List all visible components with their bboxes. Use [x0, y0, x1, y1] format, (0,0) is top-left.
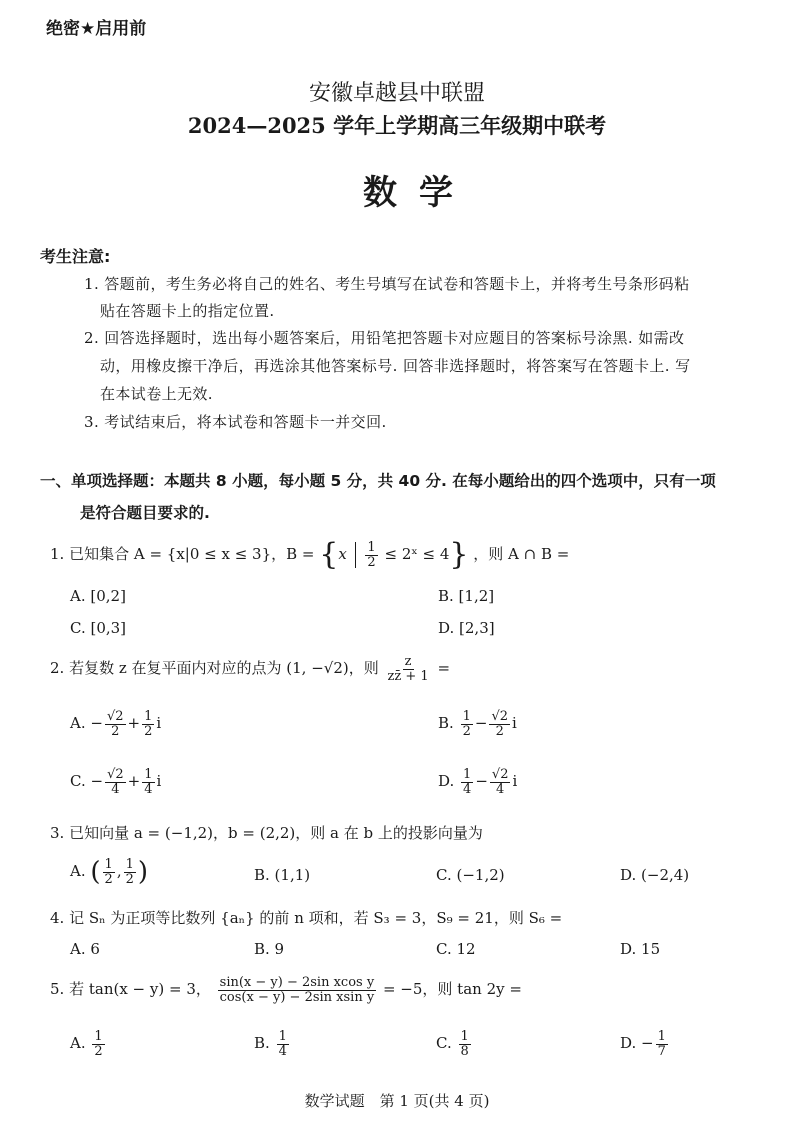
question-5-option-b: B. $\frac{1}{4}$	[254, 1029, 287, 1059]
question-5-option-a: A. $\frac{1}{2}$	[70, 1029, 103, 1059]
question-1-option-d: D. [2,3]	[438, 619, 495, 637]
exponential-inequality: ≤ 2ˣ ≤ 4	[384, 545, 450, 563]
question-4-option-d: D. 15	[620, 940, 661, 958]
set-condition-bar	[355, 542, 356, 568]
question-3-option-c: C. (−1,2)	[436, 866, 505, 884]
left-brace-symbol: {	[319, 537, 339, 572]
question-1-option-b: B. [1,2]	[438, 587, 495, 605]
exam-title: 2024—2025 学年上学期高三年级期中联考	[187, 113, 607, 138]
question-1-stem	[50, 537, 570, 572]
notice-item-1-line-1: 1. 答题前，考生务必将自己的姓名、考生号填写在试卷和答题卡上，并将考生号条形码粘	[84, 275, 690, 293]
question-1-option-c: C. [0,3]	[70, 619, 127, 637]
notice-item-2-line-2: 动，用橡皮擦干净后，再选涂其他答案标号. 回答非选择题时，将答案写在答题卡上. 写	[100, 357, 691, 375]
question-4-option-b: B. 9	[254, 940, 285, 958]
question-4-option-c: C. 12	[436, 940, 476, 958]
question-2-option-d: D. $\frac{1}{4}$ − $\frac{√2}{4}$ i	[438, 767, 518, 797]
notice-item-2-line-1: 2. 回答选择题时，选出每小题答案后，用铅笔把答题卡对应题目的答案标号涂黑. 如需改	[84, 329, 685, 347]
confidential-mark: 绝密★启用前	[46, 19, 147, 39]
question-4-option-a: A. 6	[70, 940, 100, 958]
section-one-heading-line-2: 是符合题目要求的.	[80, 504, 210, 522]
question-5-stem	[50, 976, 522, 1004]
question-3-option-a: A. ( $\frac{1}{2}$ , $\frac{1}{2}$ )	[70, 857, 149, 888]
question-1-tail: ，则 A ∩ B =	[473, 545, 570, 563]
page-footer: 数学试题 第 1 页(共 4 页)	[304, 1092, 490, 1110]
notice-item-3-line-1: 3. 考试结束后，将本试卷和答题卡一并交回.	[84, 413, 387, 431]
question-2-fraction: $\frac{z}{zz̄ + 1}$	[387, 654, 429, 684]
half-fraction: $\frac{1}{2}$	[367, 539, 376, 570]
question-5-option-c: C. $\frac{1}{8}$	[436, 1029, 469, 1059]
question-3-stem: 3. 已知向量 a = (−1,2)，b = (2,2)，则 a 在 b 上的投影向量为	[50, 824, 483, 842]
question-3-option-b: B. (1,1)	[254, 866, 311, 884]
question-2-lead: 2. 若复数 z 在复平面内对应的点为 (1, −√2)，则	[50, 659, 379, 678]
notice-item-2-line-3: 在本试卷上无效.	[100, 385, 213, 403]
question-2-option-c: C. − $\frac{√2}{4}$ + $\frac{1}{4}$ i	[70, 767, 162, 797]
set-variable: x	[338, 545, 347, 563]
notice-title: 考生注意:	[40, 247, 111, 266]
section-one-heading-line-1: 一、单项选择题：本题共 8 小题，每小题 5 分，共 40 分. 在每小题给出的四个选项中，只有一项	[40, 472, 716, 490]
question-2-tail: =	[437, 659, 451, 678]
question-5-lead: 5. 若 tan(x − y) = 3，	[50, 980, 211, 999]
question-3-option-d: D. (−2,4)	[620, 866, 690, 884]
question-5-tail: = −5，则 tan 2y =	[382, 980, 522, 999]
subject-title: 数学	[363, 173, 475, 213]
question-2-stem	[50, 655, 450, 683]
question-5-option-d: D. − $\frac{1}{7}$	[620, 1029, 666, 1059]
question-2-option-b: B. $\frac{1}{2}$ − $\frac{√2}{2}$ i	[438, 709, 517, 739]
school-alliance-title: 安徽卓越县中联盟	[308, 81, 485, 106]
question-5-fraction: $\frac{\text{sin(x − y) − 2sin xcos y}}{\text{cos(x − y) − 2sin xsin y}}$	[219, 975, 375, 1005]
right-brace-symbol: }	[449, 537, 469, 572]
question-1-option-a: A. [0,2]	[70, 587, 126, 605]
question-2-option-a: A. − $\frac{√2}{2}$ + $\frac{1}{2}$ i	[70, 709, 162, 739]
question-4-stem: 4. 记 Sₙ 为正项等比数列 {aₙ} 的前 n 项和，若 S₃ = 3，S₉ = 21，则 S₆ =	[50, 909, 563, 927]
notice-item-1-line-2: 贴在答题卡上的指定位置.	[100, 302, 275, 320]
question-1-lead: 1. 已知集合 A = {x|0 ≤ x ≤ 3}，B =	[50, 545, 315, 563]
